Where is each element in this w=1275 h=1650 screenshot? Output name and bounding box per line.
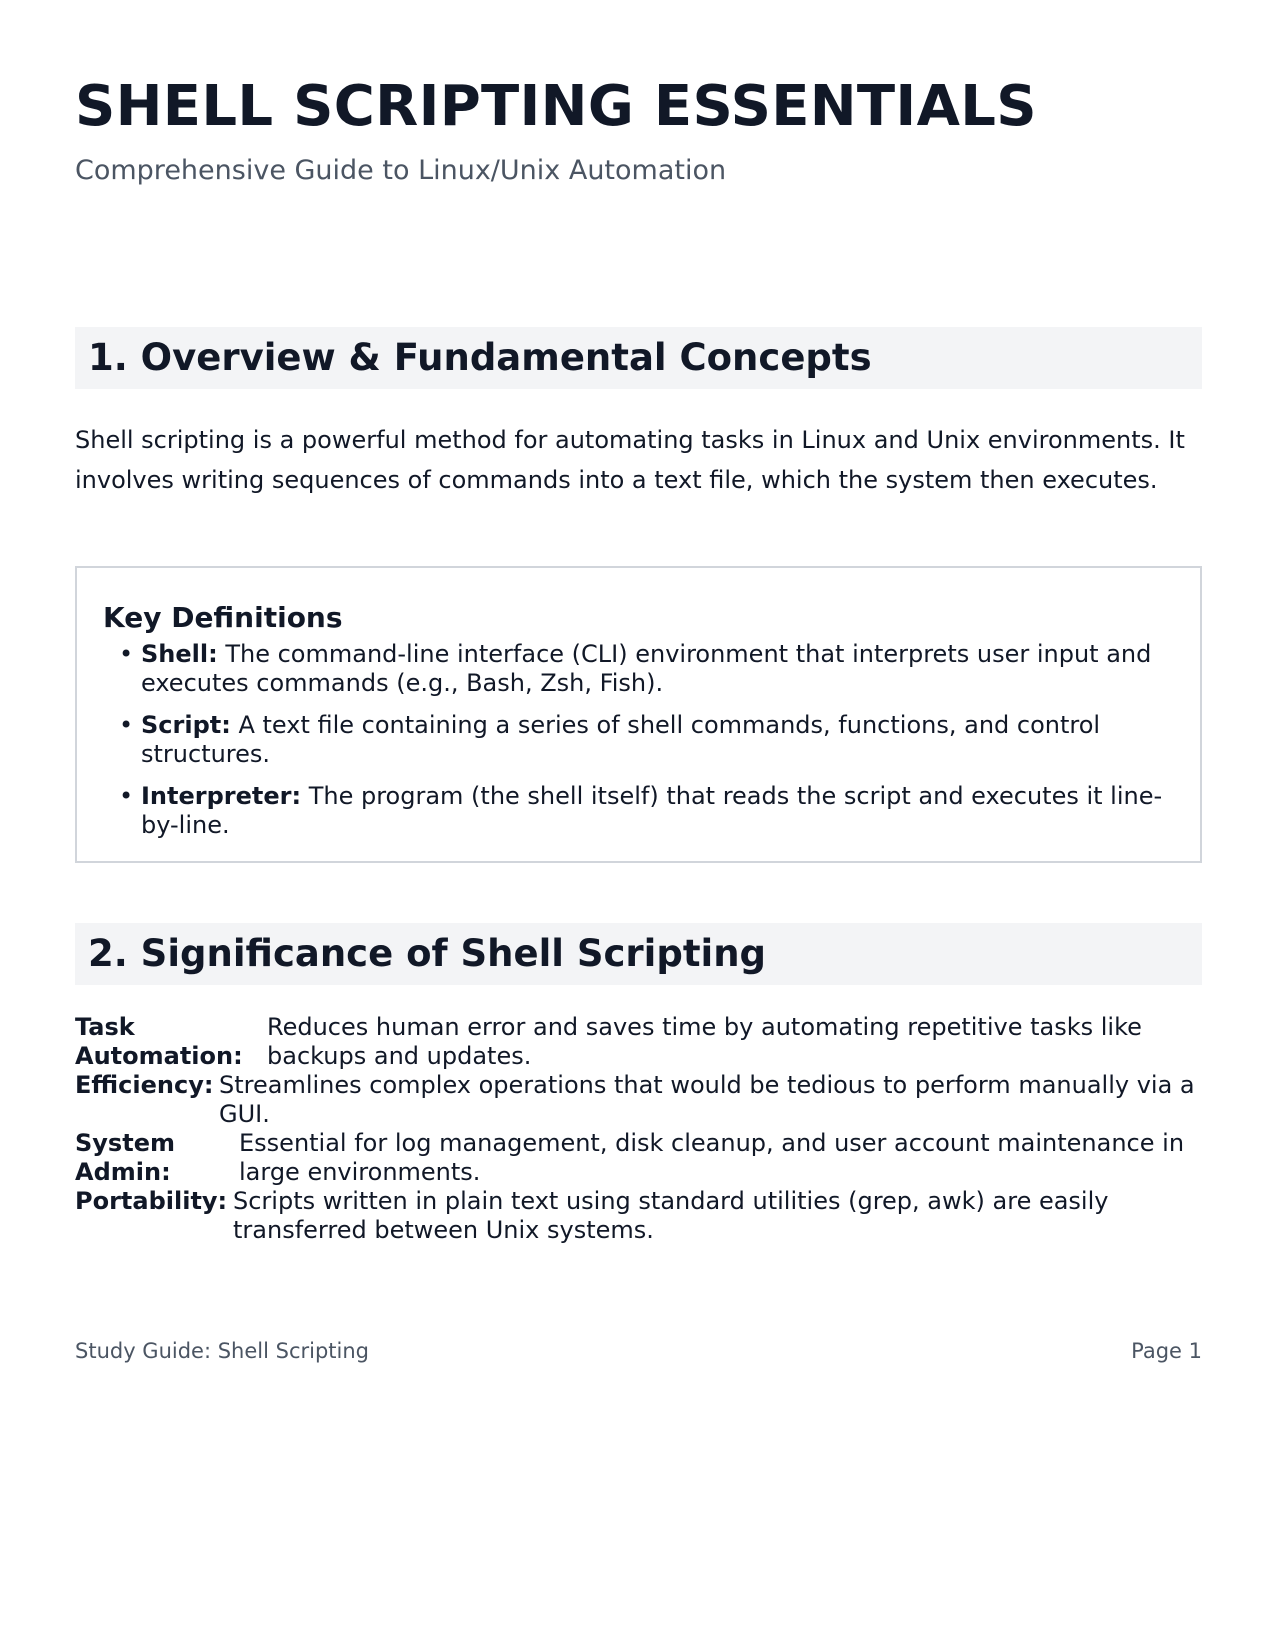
significance-term: System Admin: [75, 1129, 175, 1186]
significance-description: Scripts written in plain text using standard utilities (grep, awk) are easily transferred between Unix systems. [233, 1187, 1109, 1244]
significance-row-efficiency [75, 1071, 1202, 1129]
definition-item-interpreter [103, 782, 1178, 840]
significance-description: Streamlines complex operations that would be tedious to perform manually via a GUI. [219, 1071, 1195, 1128]
page-subtitle: Comprehensive Guide to Linux/Unix Automation [75, 155, 727, 186]
definition-term: Interpreter: [141, 782, 302, 810]
definition-text: A text file containing a series of shell commands, functions, and control structures. [141, 711, 1101, 768]
bullet-icon: • [119, 782, 134, 810]
key-definitions-title: Key Definitions [103, 601, 343, 634]
section-heading-overview: 1. Overview & Fundamental Concepts [75, 327, 1202, 389]
significance-description: Essential for log management, disk cleanup, and user account maintenance in large environments. [239, 1129, 1185, 1186]
definition-term: Script: [141, 711, 231, 739]
significance-row-portability [75, 1187, 1202, 1245]
significance-description: Reduces human error and saves time by automating repetitive tasks like backups and updates. [267, 1013, 1142, 1070]
footer-page-number: Page 1 [1131, 1339, 1202, 1363]
significance-term: Efficiency: [75, 1071, 214, 1099]
definition-item-script [103, 711, 1178, 769]
definitions-list [103, 640, 1178, 853]
significance-row-system-admin [75, 1129, 1202, 1187]
bullet-icon: • [119, 640, 134, 668]
definition-item-shell [103, 640, 1178, 698]
section-heading-significance: 2. Significance of Shell Scripting [75, 923, 1202, 985]
definition-term: Shell: [141, 640, 218, 668]
page-title: SHELL SCRIPTING ESSENTIALS [75, 74, 1037, 139]
significance-list [75, 1013, 1202, 1245]
significance-term: Portability: [75, 1187, 228, 1215]
definition-text: The command-line interface (CLI) environment that interprets user input and executes commands (e.g., Bash, Zsh, Fish). [141, 640, 1152, 697]
overview-paragraph: Shell scripting is a powerful method for automating tasks in Linux and Unix environments. It involves writing sequences of commands into a text file, which the system then executes. [75, 426, 1185, 494]
definition-text: The program (the shell itself) that reads the script and executes it line-by-line. [141, 782, 1163, 839]
key-definitions-box [75, 566, 1202, 863]
bullet-icon: • [119, 711, 134, 739]
significance-row-task-automation [75, 1013, 1202, 1071]
significance-term: Task Automation: [75, 1013, 243, 1070]
footer-document-title: Study Guide: Shell Scripting [75, 1339, 370, 1363]
